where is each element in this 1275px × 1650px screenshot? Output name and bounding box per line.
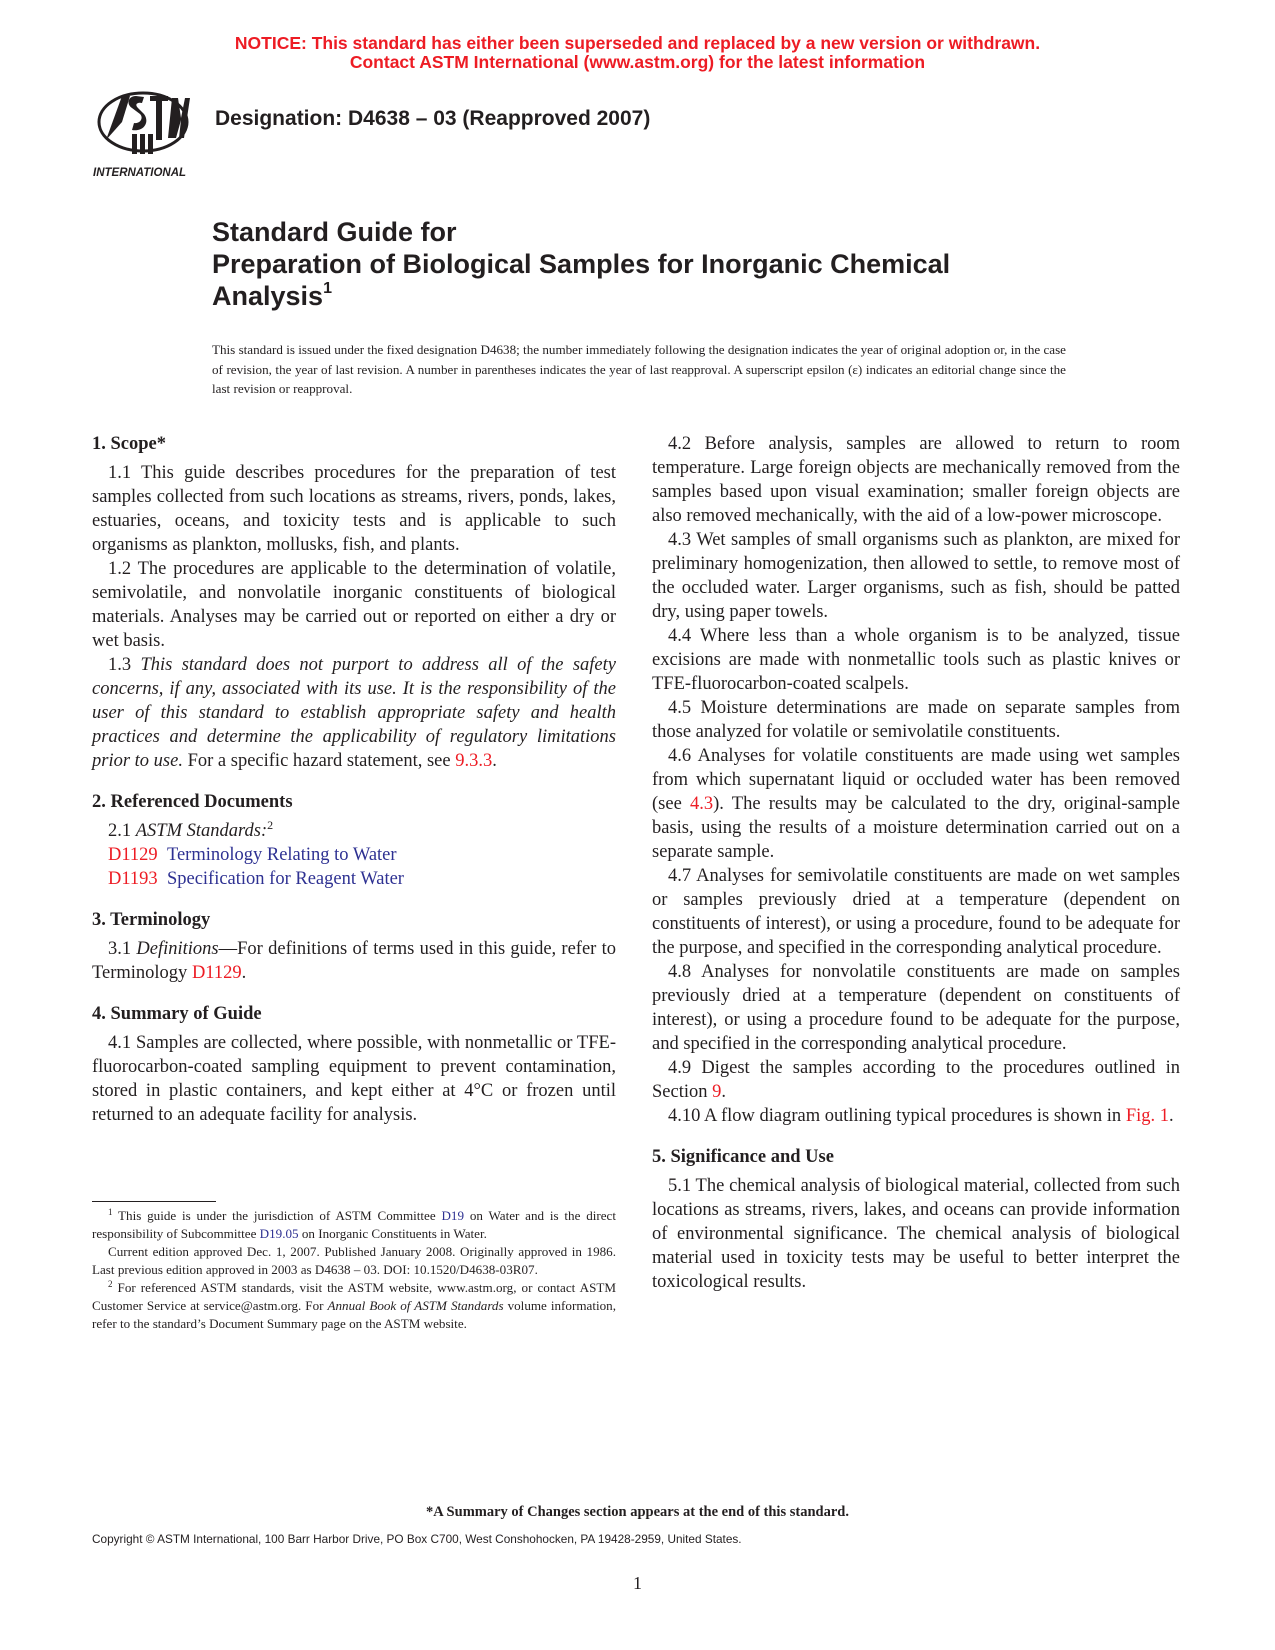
section-heading-terminology: 3. Terminology: [92, 910, 211, 930]
footnote-1-text-c: on Inorganic Constituents in Water.: [298, 1226, 487, 1241]
section-heading-referenced-documents: 2. Referenced Documents: [92, 792, 293, 812]
astm-standards-label: ASTM Standards:: [135, 821, 268, 841]
astm-logo-icon: [92, 90, 194, 182]
paragraph-4-1: 4.1 Samples are collected, where possible, with nonmetallic or TFE-fluorocarbon-coated sampling equipment to prevent contamination, stored in plastic containers, and kept either at 4°C or frozen until returned to an adequate facility for analysis.: [92, 1033, 616, 1125]
footnote-2-text-b: volume information, refer to the standard’s Document Summary page on the ASTM website.: [92, 1298, 616, 1331]
link-d1129[interactable]: D1129: [191, 963, 242, 983]
paragraph-1-1: 1.1 This guide describes procedures for the preparation of test samples collected from such locations as streams, rivers, ponds, lakes, estuaries, oceans, and toxicity tests and is applicable to such organisms as plankton, mollusks, fish, and plants.: [92, 463, 616, 555]
safety-caveat: This standard does not purport to address all of the safety concerns, if any, associated with its use. It is the responsibility of the user of this standard to establish appropriate safety and health practices and determine the applicability of regulatory limitations prior to use.: [92, 655, 616, 771]
withdrawal-notice: [0, 34, 1275, 72]
paragraph-4-10-b: .: [1169, 1106, 1174, 1126]
paragraph-2-1-num: 2.1: [108, 821, 136, 841]
footnote-2-mark: 2: [267, 818, 274, 832]
paragraph-1-3-end: .: [492, 751, 497, 771]
page-number: 1: [633, 1573, 642, 1593]
footnotes: [92, 1207, 616, 1333]
paragraph-4-9-b: .: [721, 1082, 726, 1102]
section-heading-summary: 4. Summary of Guide: [92, 1004, 262, 1024]
link-9-3-3[interactable]: 9.3.3: [455, 751, 493, 771]
paragraph-3-1-end: .: [241, 963, 247, 983]
definitions-label: Definitions: [136, 939, 219, 959]
reference-d1193-title[interactable]: Specification for Reagent Water: [166, 869, 404, 889]
title-footnote-mark: 1: [323, 280, 332, 297]
paragraph-4-6-b: ). The results may be calculated to the dry, original-sample basis, using the results of a moisture determination carried out on a separate sample.: [652, 794, 1180, 862]
left-column: [92, 432, 616, 1127]
paragraph-4-9: [652, 1056, 1180, 1104]
title-line-1: Standard Guide for: [212, 217, 457, 247]
link-d19[interactable]: D19: [441, 1208, 465, 1223]
astm-logo: [92, 90, 194, 182]
title-line-3-text: Analysis: [212, 281, 324, 311]
paragraph-4-2: 4.2 Before analysis, samples are allowed to return to room temperature. Large foreign objects are mechanically removed from the samples based upon visual examination; smaller foreign objects are also removed mechanically, with the aid of a low-power microscope.: [652, 434, 1180, 526]
reference-d1129-code[interactable]: D1129: [108, 845, 158, 865]
paragraph-4-3: 4.3 Wet samples of small organisms such as plankton, are mixed for preliminary homogenization, then allowed to settle, to remove most of the occluded water. Larger organisms, such as fish, should be patted dry, using paper towels.: [652, 530, 1180, 622]
paragraph-1-3: [92, 653, 616, 773]
paragraph-1-3-tail: For a specific hazard statement, see: [182, 751, 456, 771]
footnote-1-mark: 1: [108, 1207, 113, 1217]
link-fig-1[interactable]: Fig. 1: [1125, 1106, 1169, 1126]
footnote-1-text-b: on Water and is the direct responsibility of Subcommittee: [92, 1208, 616, 1241]
paragraph-4-6-a: 4.6 Analyses for volatile constituents are made using wet samples from which supernatant liquid or occluded water has been removed (see: [652, 746, 1180, 814]
title-line-3: [212, 280, 1112, 312]
paragraph-5-1: 5.1 The chemical analysis of biological material, collected from such locations as streams, rivers, lakes, and oceans can provide information of environmental significance. The chemical analysis of biological material used in toxicity tests may be useful to better interpret the toxicological results.: [652, 1176, 1180, 1292]
notice-line-2: Contact ASTM International (www.astm.org) for the latest information: [349, 52, 926, 72]
logo-subtext: INTERNATIONAL: [93, 167, 187, 179]
right-column: [652, 432, 1180, 1294]
paragraph-4-9-a: 4.9 Digest the samples according to the procedures outlined in Section: [652, 1058, 1180, 1102]
footnote-1: [92, 1207, 616, 1243]
reference-d1193-code[interactable]: D1193: [108, 869, 158, 889]
footnote-2-mark-bottom: 2: [108, 1279, 113, 1289]
summary-of-changes-note: *A Summary of Changes section appears at the end of this standard.: [426, 1504, 849, 1520]
paragraph-4-6: [652, 744, 1180, 864]
section-heading-scope: 1. Scope*: [92, 434, 166, 454]
paragraph-1-2: 1.2 The procedures are applicable to the determination of volatile, semivolatile, and nonvolatile inorganic constituents of biological materials. Analyses may be carried out or reported on either a dry or wet basis.: [92, 559, 616, 651]
paragraph-3-1-text: —For definitions of terms used in this guide, refer to Terminology: [92, 939, 616, 983]
footnote-2-italic: Annual Book of ASTM Standards: [327, 1298, 504, 1313]
link-4-3[interactable]: 4.3: [690, 794, 714, 814]
paragraph-3-1-num: 3.1: [108, 939, 137, 959]
designation: Designation: D4638 – 03 (Reapproved 2007): [215, 107, 651, 130]
paragraph-2-1: [92, 819, 616, 843]
paragraph-4-10-a: 4.10 A flow diagram outlining typical procedures is shown in: [668, 1106, 1126, 1126]
footnote-2-text-a: For referenced ASTM standards, visit the ASTM website, www.astm.org, or contact ASTM Customer Service at service@astm.org. For: [92, 1280, 616, 1313]
notice-line-1: NOTICE: This standard has either been superseded and replaced by a new version or withdrawn.: [234, 33, 1041, 53]
paragraph-4-7: 4.7 Analyses for semivolatile constituents are made on wet samples or samples previously dried at a temperature (dependent on constituents of interest), or using a procedure, found to be adequate for the purpose, and specified in the corresponding analytical procedure.: [652, 866, 1180, 958]
paragraph-4-10: [652, 1104, 1180, 1128]
reference-d1193: [92, 867, 616, 891]
paragraph-1-3-num: 1.3: [108, 655, 141, 675]
copyright-line: Copyright © ASTM International, 100 Barr Harbor Drive, PO Box C700, West Conshohocken, PA 19428-2959, United States.: [92, 1532, 742, 1546]
link-d19-05[interactable]: D19.05: [259, 1226, 299, 1241]
footnote-edition: Current edition approved Dec. 1, 2007. Published January 2008. Originally approved in 1986. Last previous edition approved in 2003 as D4638 – 03. DOI: 10.1520/D4638-03R07.: [92, 1244, 616, 1277]
section-heading-significance: 5. Significance and Use: [652, 1147, 834, 1167]
footnote-1-text-a: This guide is under the jurisdiction of ASTM Committee: [112, 1208, 442, 1223]
footnote-rule: [92, 1201, 216, 1202]
paragraph-4-5: 4.5 Moisture determinations are made on separate samples from those analyzed for volatile or semivolatile constituents.: [652, 698, 1180, 742]
paragraph-4-8: 4.8 Analyses for nonvolatile constituents are made on samples previously dried at a temperature (dependent on constituents of interest), or using a procedure found to be adequate for the purpose, and specified in the corresponding analytical procedure.: [652, 962, 1180, 1054]
reference-d1129: [92, 843, 616, 867]
paragraph-3-1: [92, 937, 616, 985]
issue-note: This standard is issued under the fixed designation D4638; the number immediately following the designation indicates the year of original adoption or, in the case of revision, the year of last revision. A number in parentheses indicates the year of last reapproval. A superscript epsilon (ε) indicates an editorial change since the last revision or reapproval.: [212, 342, 1066, 396]
reference-d1129-title[interactable]: Terminology Relating to Water: [166, 845, 397, 865]
link-section-9[interactable]: 9: [712, 1082, 722, 1102]
title-line-2: Preparation of Biological Samples for Inorganic Chemical: [212, 249, 951, 279]
paragraph-4-4: 4.4 Where less than a whole organism is to be analyzed, tissue excisions are made with nonmetallic tools such as plastic knives or TFE-fluorocarbon-coated scalpels.: [652, 626, 1180, 694]
footnote-2: [92, 1279, 616, 1333]
document-title: [212, 216, 1112, 312]
